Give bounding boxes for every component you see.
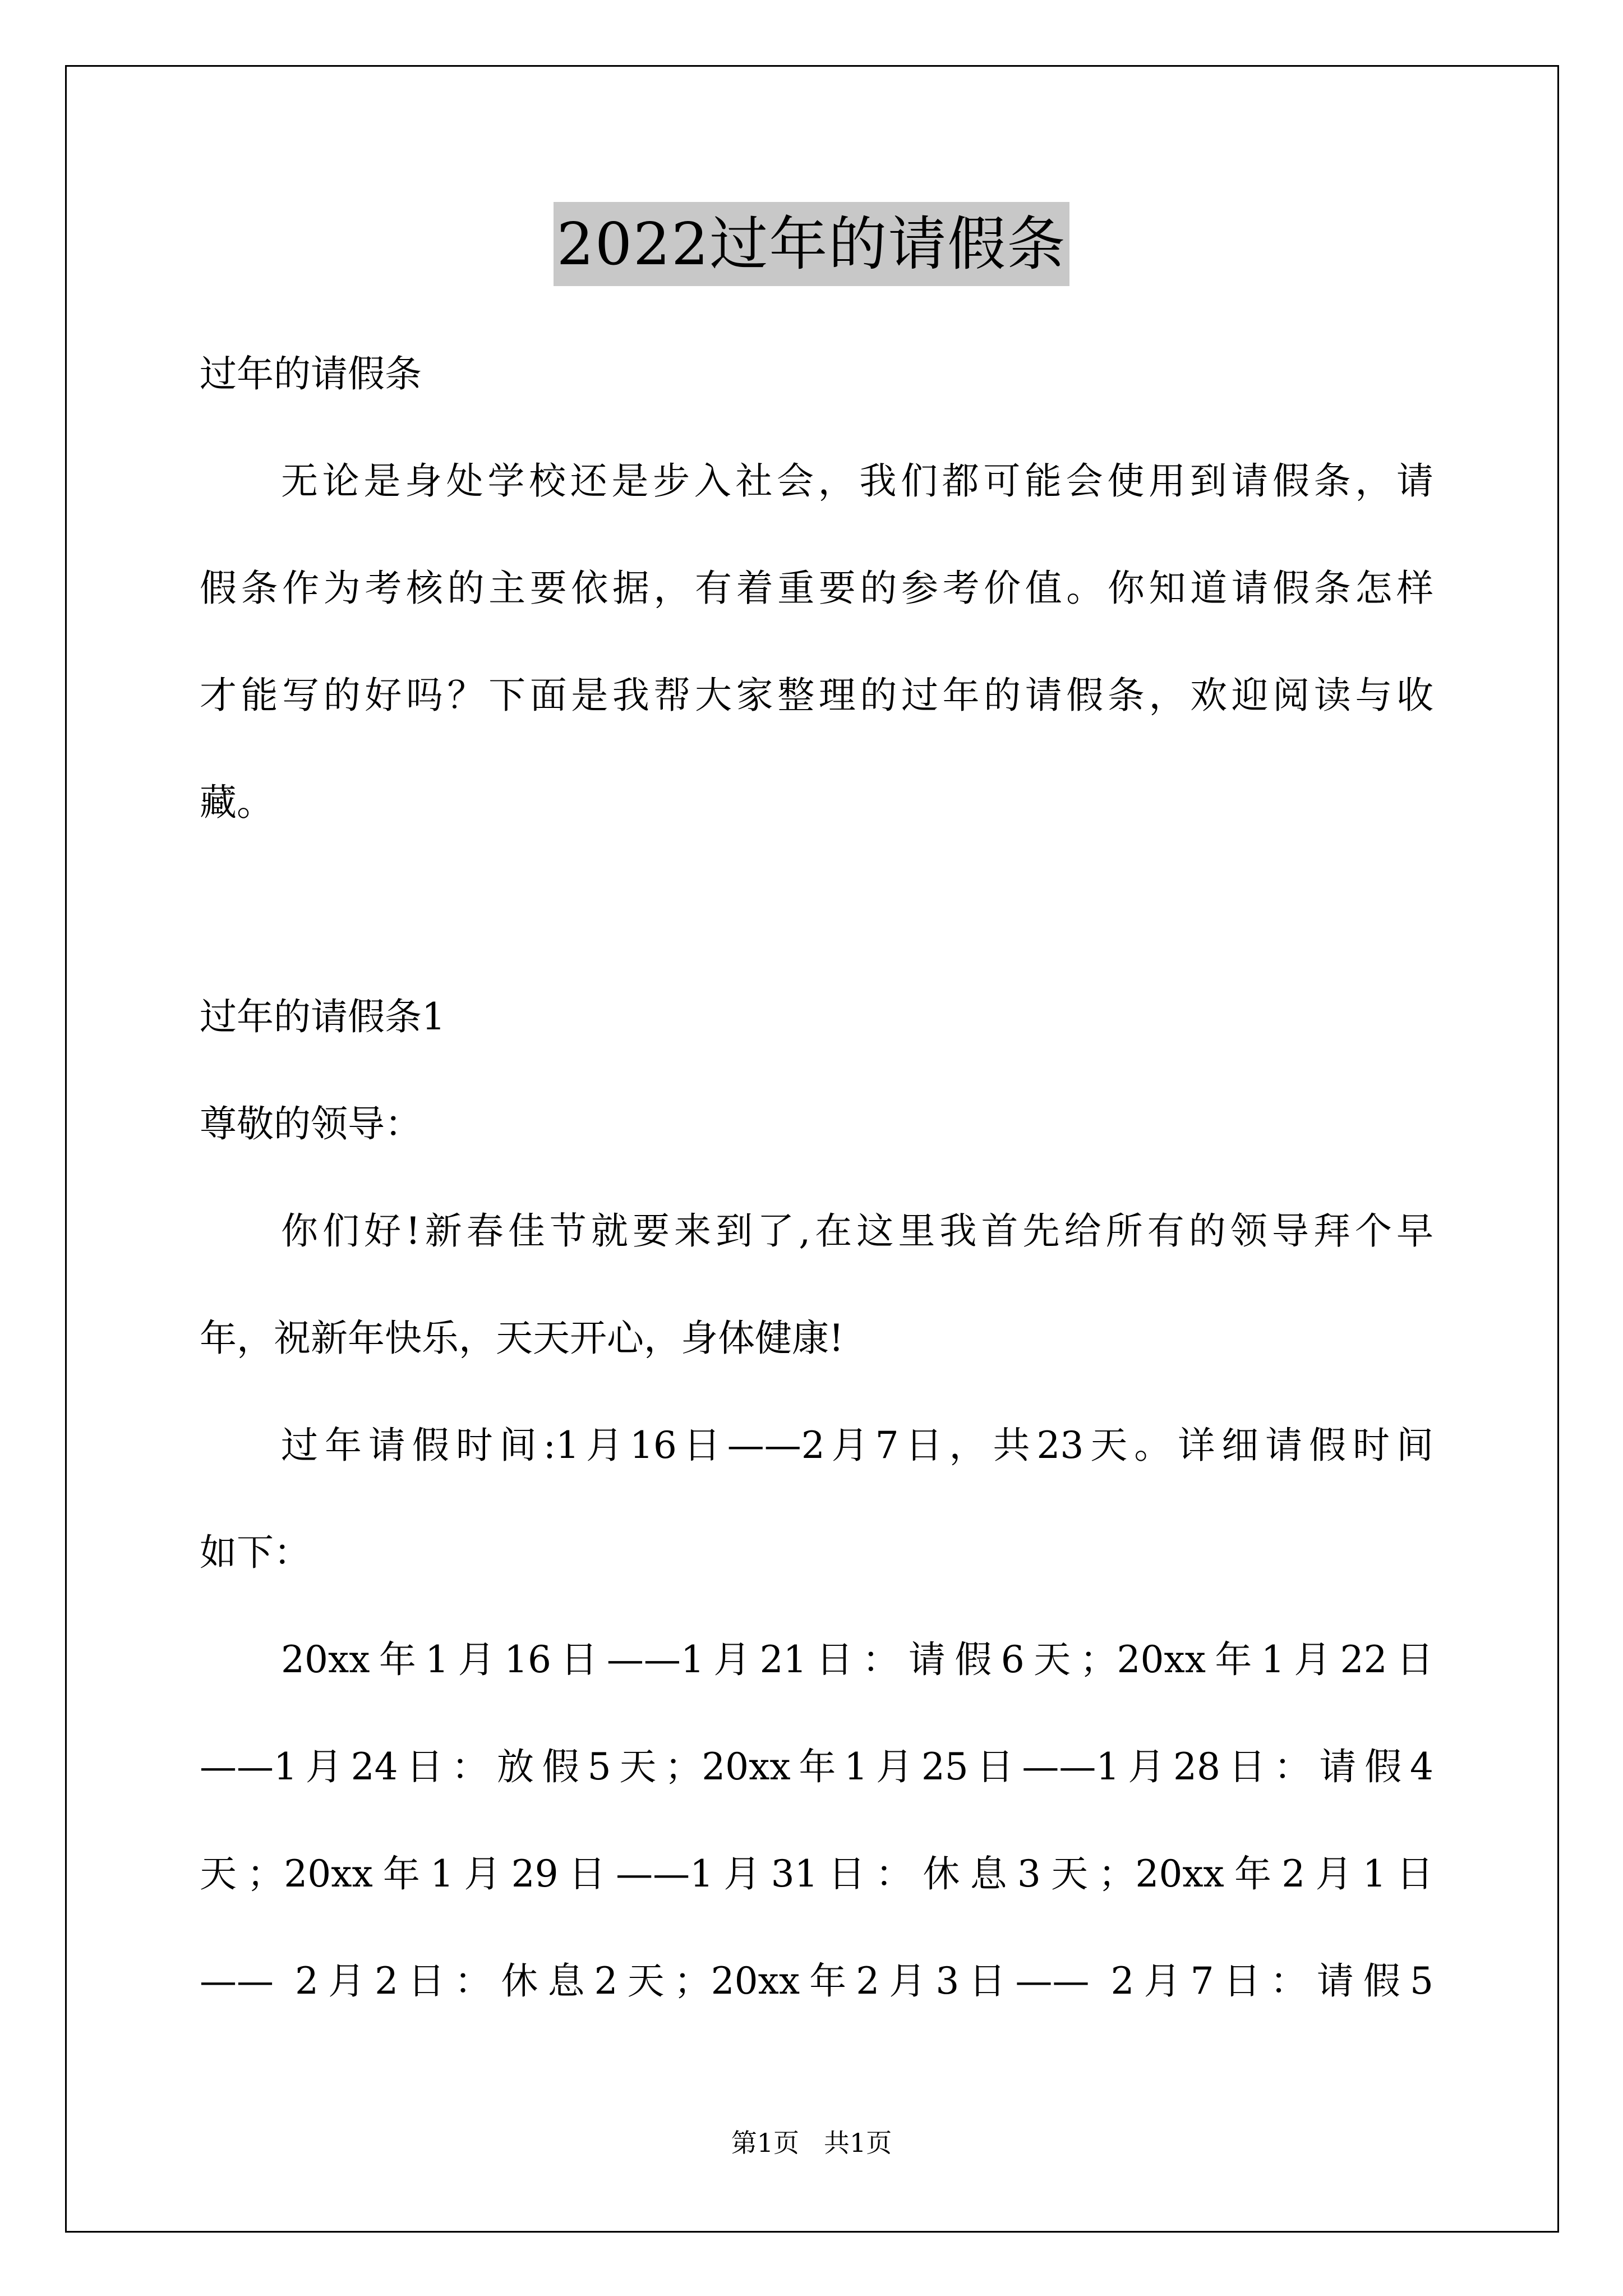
intro-line: 藏。	[200, 781, 274, 824]
intro-line: 才能写的好吗？下面是我帮大家整理的过年的请假条，欢迎阅读与收	[200, 674, 1433, 717]
intro-line: 假条作为考核的主要依据，有着重要的参考价值。你知道请假条怎样	[200, 567, 1433, 610]
page-number: 第1页	[731, 2128, 799, 2158]
document-title: 2022过年的请假条	[554, 202, 1070, 286]
body-line: 你们好!新春佳节就要来到了,在这里我首先给所有的领导拜个早	[281, 1209, 1433, 1253]
subheading: 过年的请假条	[200, 352, 422, 395]
body-line: —— 2月2日：休息2天；20xx年2月3日—— 2月7日：请假5	[200, 1959, 1433, 2003]
intro-line: 无论是身处学校还是步入社会，我们都可能会使用到请假条，请	[281, 459, 1433, 503]
body-line: 20xx年1月16日——1月21日：请假6天；20xx年1月22日	[281, 1638, 1433, 1681]
section-title: 过年的请假条1	[200, 995, 445, 1038]
body-line: ——1月24日：放假5天；20xx年1月25日——1月28日：请假4	[200, 1745, 1433, 1788]
body-line: 如下：	[200, 1531, 311, 1574]
body-line: 天；20xx年1月29日——1月31日：休息3天；20xx年2月1日	[200, 1852, 1433, 1895]
body-line: 过年请假时间:1月16日——2月7日，共23天。详细请假时间	[281, 1424, 1433, 1467]
title-container	[0, 202, 1623, 286]
page-total: 共1页	[824, 2128, 892, 2158]
salutation: 尊敬的领导：	[200, 1102, 422, 1145]
page-footer	[0, 2126, 1623, 2160]
body-line: 年，祝新年快乐，天天开心，身体健康!	[200, 1317, 844, 1360]
